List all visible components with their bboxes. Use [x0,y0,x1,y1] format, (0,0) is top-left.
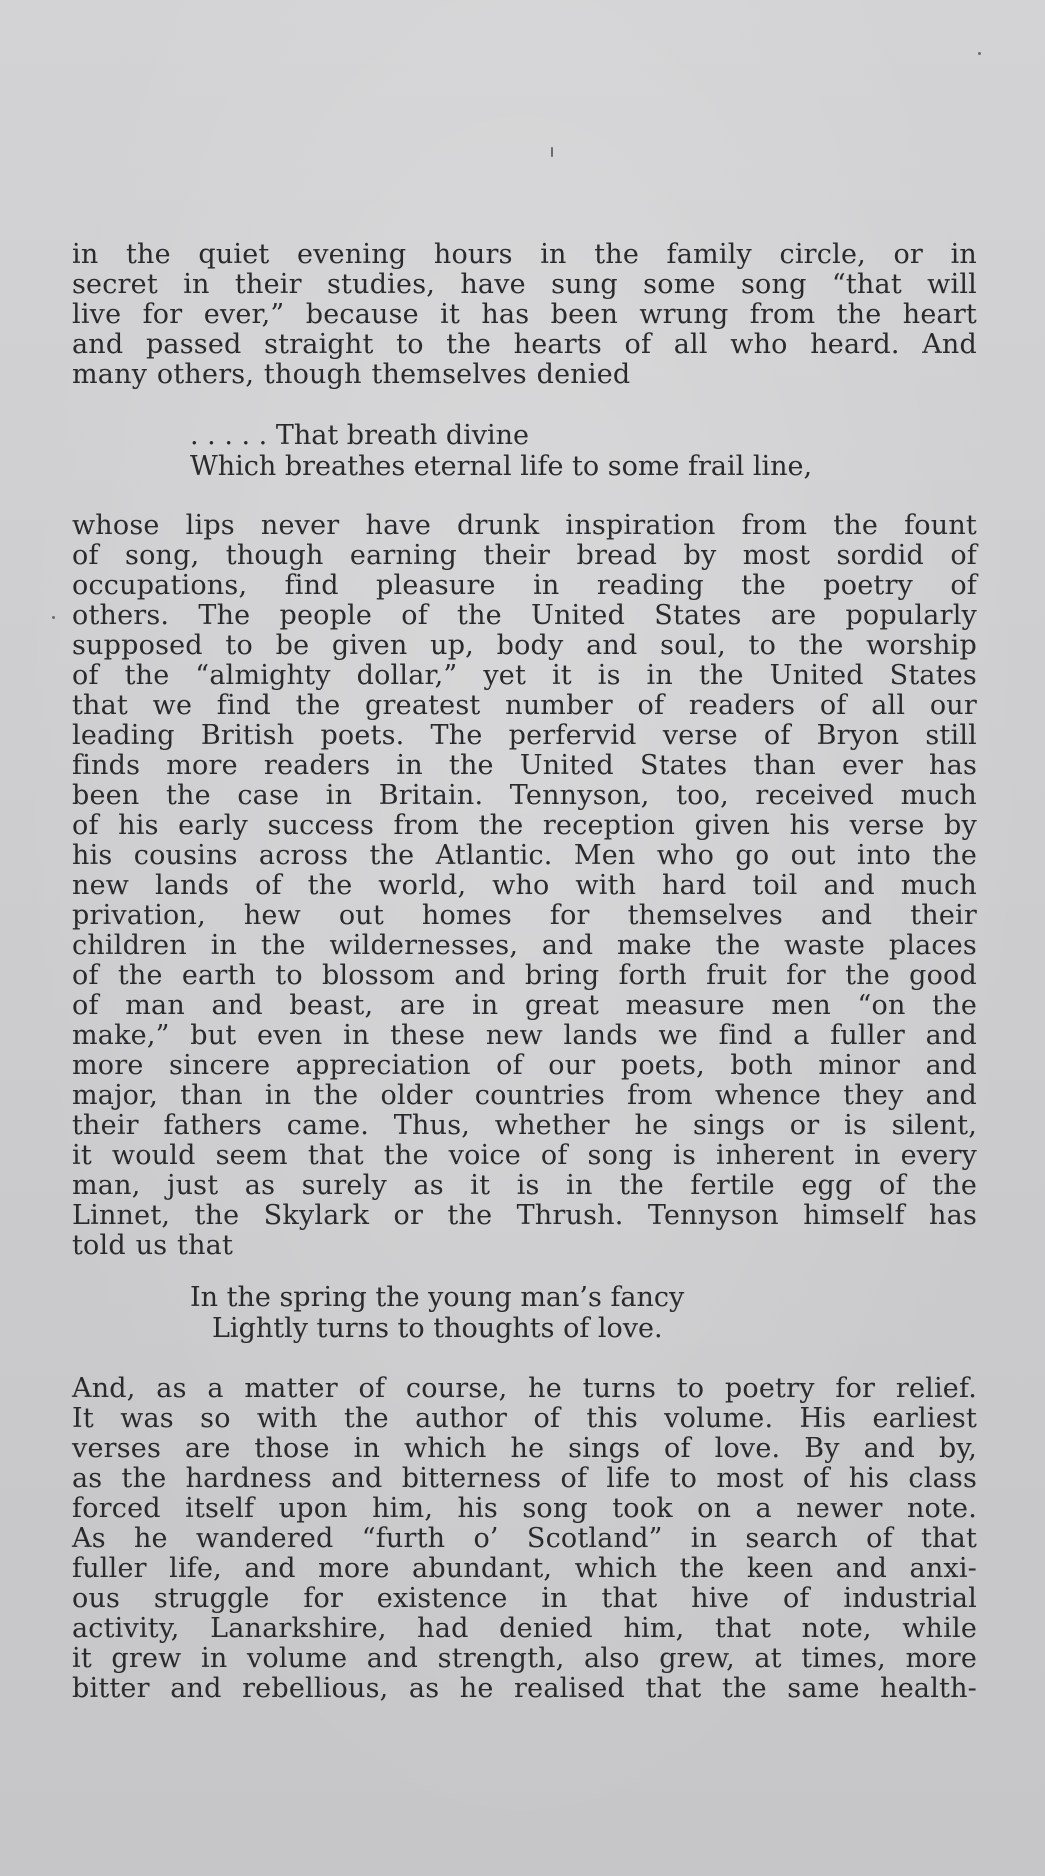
text-line: It was so with the author of this volume. His earliest [72,1403,977,1434]
paper-speck [978,52,981,55]
text-line: make,” but even in these new lands we find a fuller and [72,1020,977,1051]
verse-quote-2 [190,1282,684,1344]
text-line: of man and beast, are in great measure men “on the [72,990,977,1021]
text-line: told us that [72,1230,234,1261]
text-line: man, just as surely as it is in the fertile egg of the [72,1170,977,1201]
text-line: of song, though earning their bread by most sordid of [72,540,977,571]
text-line: been the case in Britain. Tennyson, too, received much [72,780,977,811]
text-line: more sincere appreciation of our poets, both minor and [72,1050,977,1081]
text-line: live for ever,” because it has been wrung from the heart [72,299,977,330]
paragraph-3 [72,1374,977,1704]
text-line: forced itself upon him, his song took on a newer note. [72,1493,977,1524]
text-line: supposed to be given up, body and soul, to the worship [72,630,977,661]
text-line: occupations, find pleasure in reading the poetry of [72,570,977,601]
text-line: his cousins across the Atlantic. Men who go out into the [72,840,977,871]
paper-speck [52,616,55,619]
text-line: many others, though themselves denied [72,359,631,390]
text-line: it grew in volume and strength, also grew, at times, more [72,1643,977,1674]
text-line: of his early success from the reception given his verse by [72,810,977,841]
text-line: privation, hew out homes for themselves and their [72,900,977,931]
verse-line: . . . . . That breath divine [190,420,530,451]
text-line: new lands of the world, who with hard toil and much [72,870,977,901]
text-line: of the “almighty dollar,” yet it is in the United States [72,660,977,691]
verse-quote-1 [190,420,812,482]
text-line: that we find the greatest number of readers of all our [72,690,977,721]
text-line: major, than in the older countries from whence they and [72,1080,977,1111]
text-line: of the earth to blossom and bring forth fruit for the good [72,960,977,991]
verse-line: Which breathes eternal life to some frail line, [190,451,813,482]
text-line: others. The people of the United States are popularly [72,600,977,631]
text-line: it would seem that the voice of song is inherent in every [72,1140,977,1171]
text-line: in the quiet evening hours in the family circle, or in [72,239,977,270]
text-line: leading British poets. The perfervid verse of Bryon still [72,720,977,751]
text-line: verses are those in which he sings of love. By and by, [72,1433,977,1464]
text-line: ous struggle for existence in that hive of industrial [72,1583,977,1614]
text-line: and passed straight to the hearts of all who heard. And [72,329,977,360]
text-line: secret in their studies, have sung some song “that will [72,269,977,300]
verse-line: In the spring the young man’s fancy [190,1282,685,1313]
text-line: As he wandered “furth o’ Scotland” in search of that [72,1523,977,1554]
text-line: Linnet, the Skylark or the Thrush. Tennyson himself has [72,1200,977,1231]
paragraph-1 [72,240,977,390]
text-line: whose lips never have drunk inspiration from the fount [72,510,977,541]
text-line: And, as a matter of course, he turns to poetry for relief. [72,1373,977,1404]
paragraph-2 [72,511,977,1261]
text-line: finds more readers in the United States than ever has [72,750,977,781]
verse-line: Lightly turns to thoughts of love. [212,1313,663,1344]
text-line: as the hardness and bitterness of life to most of his class [72,1463,977,1494]
text-line: fuller life, and more abundant, which the keen and anxi- [72,1553,977,1584]
text-line: bitter and rebellious, as he realised that the same health- [72,1673,977,1704]
text-line: children in the wildernesses, and make the waste places [72,930,977,961]
paper-speck [551,147,553,157]
text-line: their fathers came. Thus, whether he sings or is silent, [72,1110,977,1141]
text-line: activity, Lanarkshire, had denied him, that note, while [72,1613,977,1644]
